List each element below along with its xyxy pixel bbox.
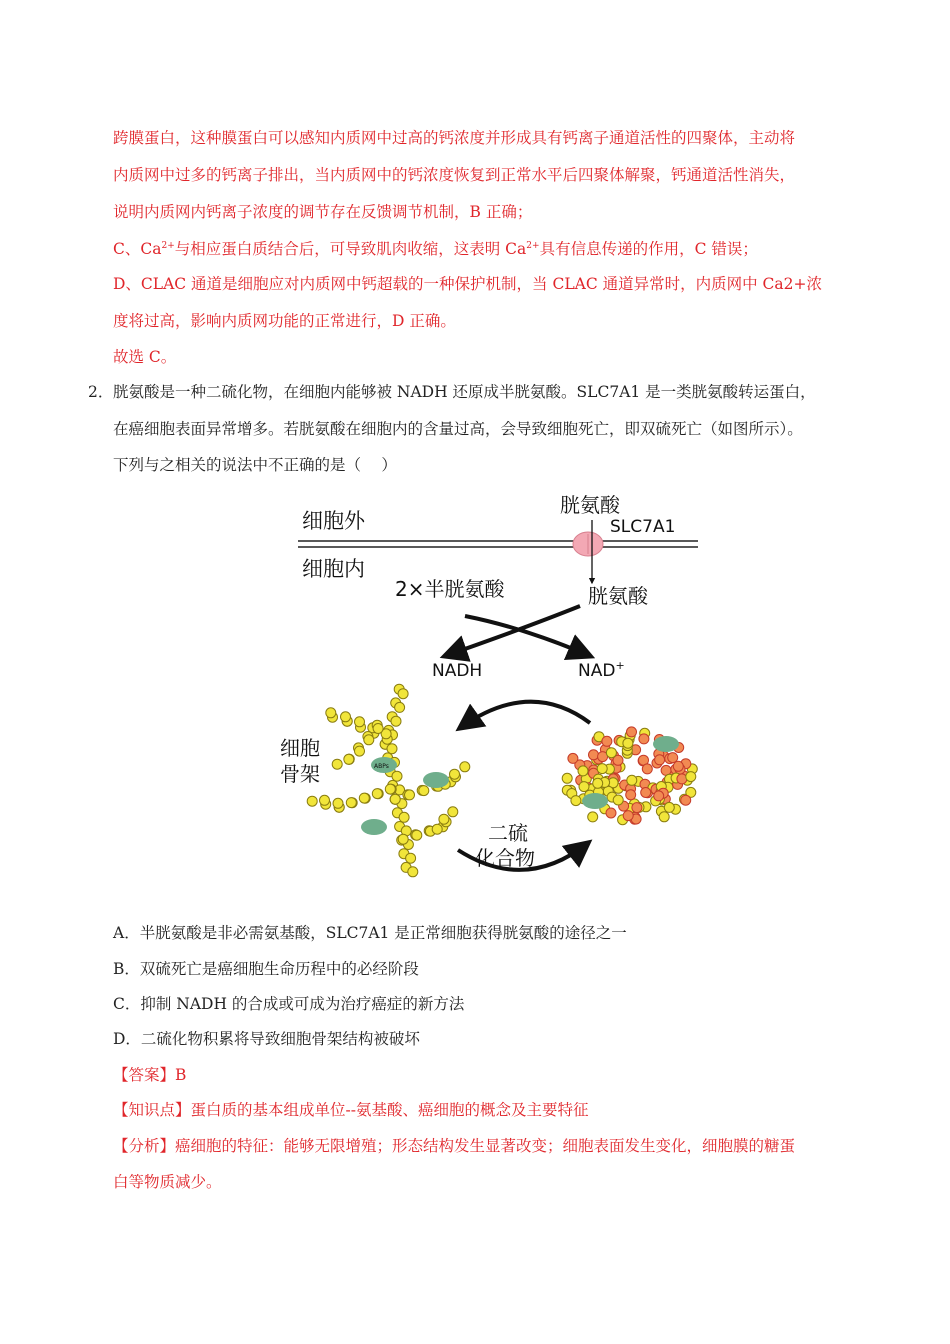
question-stem-line-3: 下列与之相关的说法中不正确的是（ ） [113, 456, 397, 474]
aggregate-bead [641, 788, 651, 798]
aggregate-bead [668, 753, 678, 763]
cytoskeleton-bead [359, 793, 369, 803]
cytoskeleton-bead [373, 724, 383, 734]
aggregate-bead [639, 734, 649, 744]
arrow-cystine-to-cysteine [445, 606, 580, 656]
analysis-b-line-2: 内质网中过多的钙离子排出，当内质网中的钙浓度恢复到正常水平后四聚体解聚，钙通道活性消失， [113, 166, 796, 184]
label-nad-text: NAD [578, 661, 616, 681]
label-skeleton-2: 骨架 [280, 762, 320, 786]
cytoskeleton-bead [326, 708, 336, 718]
cytoskeleton-bead [450, 769, 460, 779]
label-cysteine: 2×半胱氨酸 [395, 577, 505, 601]
aggregate-bead [632, 803, 642, 813]
abp-label: ABPs [374, 763, 389, 770]
analysis-line-2: 白等物质减少。 [113, 1173, 222, 1191]
abp-protein-3 [361, 819, 387, 835]
aggregate-bead [626, 790, 636, 800]
analysis-c-part2: 与相应蛋白质结合后，可导致肌肉收缩，这表明 Ca [174, 240, 527, 258]
aggregate-bead [579, 782, 589, 792]
analysis-c-part3: 具有信息传递的作用，C 错误； [539, 240, 758, 258]
aggregate-bead [588, 812, 598, 822]
aggregate-bead [606, 808, 616, 818]
analysis-d-line-2: 度将过高，影响内质网功能的正常进行，D 正确。 [113, 312, 456, 330]
cytoskeleton-bead [432, 824, 442, 834]
cytoskeleton-bead [398, 689, 408, 699]
aggregate-bead [613, 795, 623, 805]
question-stem-line-1: 胱氨酸是一种二硫化物，在细胞内能够被 NADH 还原成半胱氨酸。SLC7A1 是一类胱氨酸转运蛋白， [113, 383, 816, 401]
cytoskeleton-bead [333, 798, 343, 808]
aggregate-bead [623, 811, 633, 821]
cytoskeleton-bead [385, 784, 395, 794]
aggregate-bead [655, 755, 665, 765]
label-cystine-inside: 胱氨酸 [588, 584, 648, 608]
knowledge-line [113, 1100, 589, 1120]
label-outside: 细胞外 [302, 509, 365, 533]
analysis-b-line-3: 说明内质网内钙离子浓度的调节存在反馈调节机制，B 正确； [113, 203, 533, 221]
label-disulfide-1: 二硫 [488, 821, 528, 845]
aggregate-bead [589, 750, 599, 760]
label-nad-sup: + [615, 659, 625, 672]
question-number: 2． [88, 383, 114, 401]
cytoskeleton-bead [391, 716, 401, 726]
cytoskeleton-bead [448, 807, 458, 817]
cytoskeleton-bead [355, 746, 365, 756]
analysis-c-part1: C、Ca [113, 240, 162, 258]
cytoskeleton-bead [395, 702, 405, 712]
aggregate-bead [562, 773, 572, 783]
analysis-c-sup2: 2+ [526, 241, 540, 251]
label-nadh: NADH [432, 661, 483, 681]
cytoskeleton-bead [408, 867, 418, 877]
aggregate-bead [593, 778, 603, 788]
cytoskeleton-bead [364, 735, 374, 745]
cytoskeleton-bead [460, 762, 470, 772]
cytoskeleton-bead [399, 812, 409, 822]
aggregate-bead [623, 738, 633, 748]
analysis-b-line-1: 跨膜蛋白，这种膜蛋白可以感知内质网中过高的钙浓度并形成具有钙离子通道活性的四聚体，主动将 [113, 129, 796, 147]
knowledge-tag: 【知识点】 [113, 1101, 191, 1119]
cytoskeleton-bead [392, 771, 402, 781]
option-c[interactable]: C．抑制 NADH 的合成或可成为治疗癌症的新方法 [113, 995, 465, 1013]
cytoskeleton-bead [346, 798, 356, 808]
aggregate-bead [677, 774, 687, 784]
aggregate-bead [654, 791, 664, 801]
answer-line [113, 1065, 186, 1085]
cytoskeleton-bead [320, 795, 330, 805]
disulfidptosis-diagram [270, 488, 710, 888]
cytoskeleton-bead [406, 853, 416, 863]
aggregate-bead [642, 764, 652, 774]
cytoskeleton-bead [355, 717, 365, 727]
aggregate-bead [686, 772, 696, 782]
question-stem-line-2: 在癌细胞表面异常增多。若胱氨酸在细胞内的含量过高，会导致细胞死亡，即双硫死亡（如图所示）。 [113, 420, 803, 438]
cytoskeleton-bead [332, 759, 342, 769]
aggregate-bead [627, 775, 637, 785]
cytoskeleton-bead [307, 796, 317, 806]
label-cystine-top: 胱氨酸 [560, 493, 620, 517]
answer-value: B [175, 1066, 187, 1084]
aggregate-bead [664, 802, 674, 812]
aggregate-bead [606, 748, 616, 758]
cytoskeleton-bead [405, 790, 415, 800]
analysis-c-sup1: 2+ [161, 241, 175, 251]
cytoskeleton-bead [344, 754, 354, 764]
analysis-line-1 [113, 1136, 795, 1156]
analysis-d-line-1: D、CLAC 通道是细胞应对内质网中钙超载的一种保护机制，当 CLAC 通道异常时，内质网中 Ca2+浓 [113, 275, 822, 293]
option-d[interactable]: D．二硫化物积累将导致细胞骨架结构被破坏 [113, 1030, 420, 1048]
option-a[interactable]: A．半胱氨酸是非必需氨基酸，SLC7A1 是正常细胞获得胱氨酸的途径之一 [113, 924, 627, 942]
cytoskeleton-bead [419, 786, 429, 796]
cytoskeleton-bead [390, 794, 400, 804]
label-nad [578, 659, 625, 681]
cytoskeleton-bead [398, 834, 408, 844]
arrow-upper-return [460, 702, 590, 728]
cytoskeleton-bead [412, 830, 422, 840]
abp-protein-4 [582, 793, 608, 809]
aggregate-bead [673, 761, 683, 771]
analysis-c-line [113, 239, 758, 259]
option-b[interactable]: B．双硫死亡是癌细胞生命历程中的必经阶段 [113, 960, 419, 978]
analysis-choose: 故选 C。 [113, 348, 177, 366]
label-disulfide-2: 化合物 [475, 846, 535, 870]
knowledge-text: 蛋白质的基本组成单位--氨基酸、癌细胞的概念及主要特征 [190, 1101, 589, 1119]
arrow-nadh-to-nad [465, 616, 590, 656]
aggregate-bead [597, 764, 607, 774]
cytoskeleton-bead [387, 744, 397, 754]
aggregate-bead [602, 736, 612, 746]
cytoskeleton-bead [439, 814, 449, 824]
label-slc7a1: SLC7A1 [610, 517, 676, 537]
slc7a1-transporter [573, 532, 603, 556]
aggregate-bead [659, 812, 669, 822]
aggregate-bead [681, 795, 691, 805]
answer-tag: 【答案】 [113, 1066, 176, 1084]
label-inside: 细胞内 [302, 557, 365, 581]
label-skeleton-1: 细胞 [280, 736, 320, 760]
analysis-text-1: 癌细胞的特征：能够无限增殖；形态结构发生显著改变；细胞表面发生变化，细胞膜的糖蛋 [175, 1137, 796, 1155]
abp-protein-5 [653, 736, 679, 752]
cytoskeleton-bead [341, 712, 351, 722]
aggregate-bead [578, 766, 588, 776]
aggregate-bead [568, 753, 578, 763]
abp-protein-2 [423, 772, 449, 788]
aggregate-bead [571, 796, 581, 806]
cytoskeleton-bead [372, 789, 382, 799]
analysis-tag: 【分析】 [113, 1137, 176, 1155]
aggregate-bead [627, 727, 637, 737]
